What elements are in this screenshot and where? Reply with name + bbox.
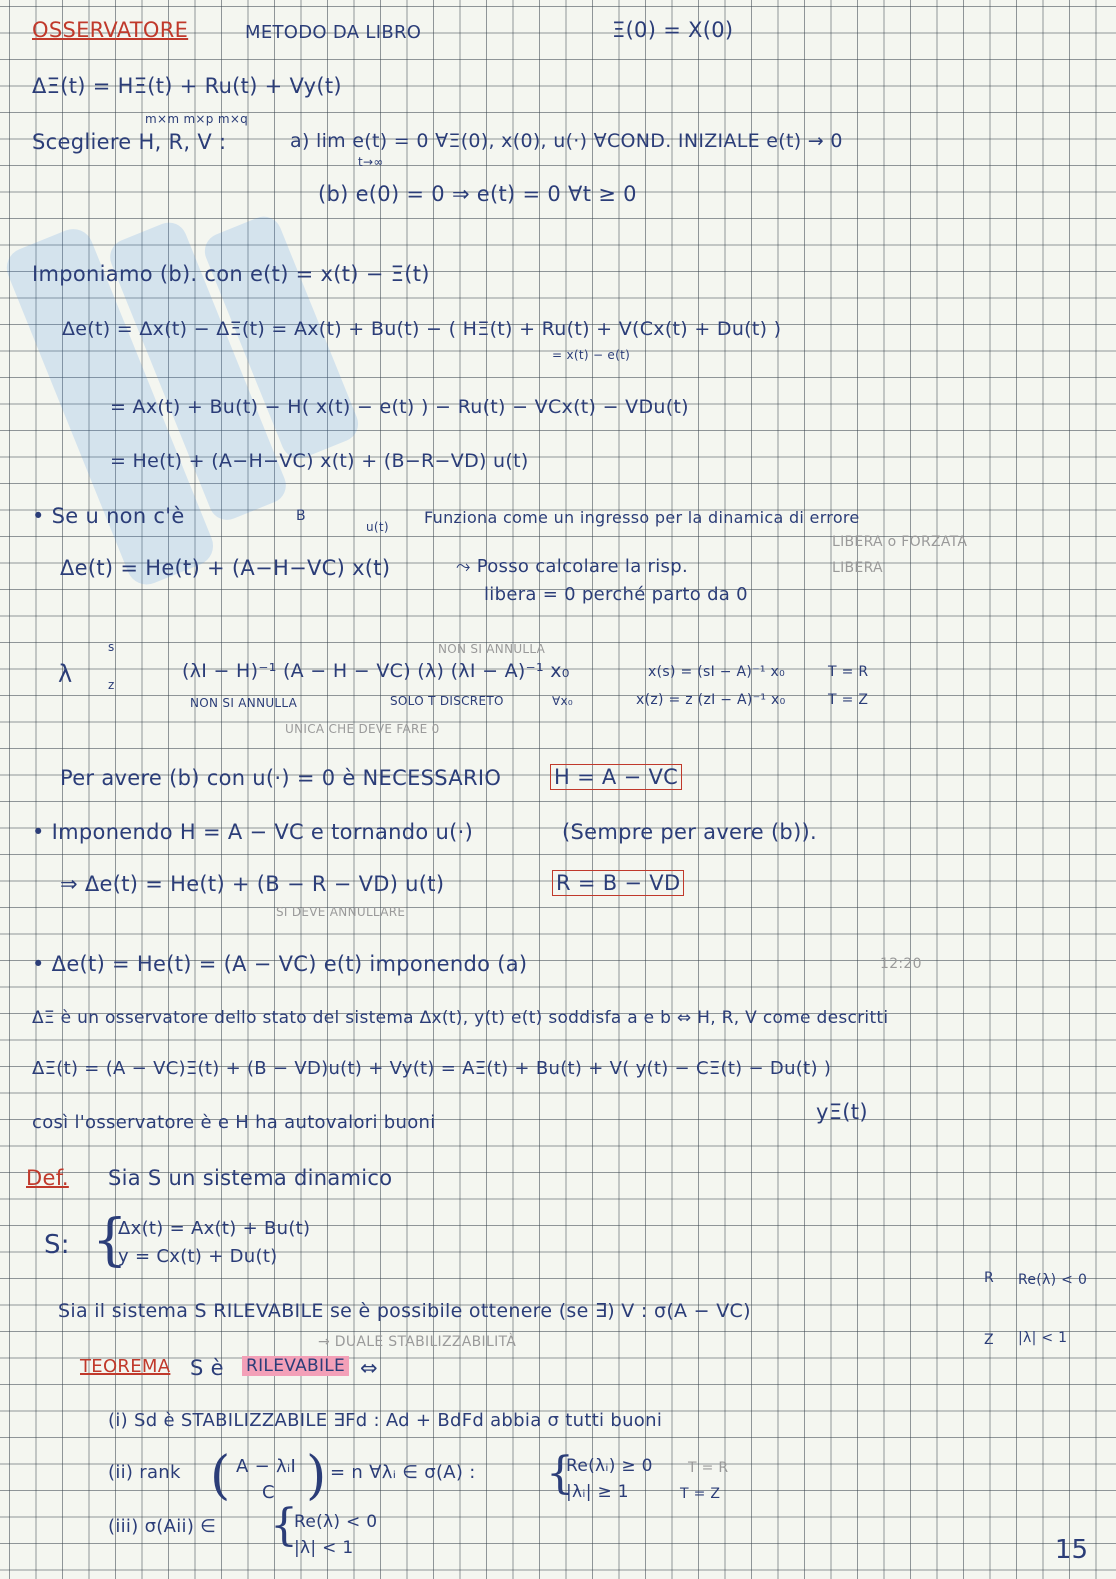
branch-Z: Z [984,1332,994,1348]
libera: LIBERA [832,560,883,576]
r-equation-box: R = B − VD [552,870,684,896]
system-brace: { [92,1208,128,1273]
necessary-condition: Per avere (b) con u(·) = 0 è NECESSARIO [60,766,502,790]
iff-symbol: ⇔ [360,1356,378,1380]
must-be-zero-note: UNICA CHE DEVE FARE 0 [285,722,440,736]
estimated-output: yΞ(t) [816,1100,868,1124]
detectable-highlight: RILEVABILE [242,1356,349,1376]
observer-full-equation: ΔΞ(t) = (A − VC)Ξ(t) + (B − VD)u(t) + Vy(t) = AΞ(t) + Bu(t) + V( y(t) − CΞ(t) − Du(t) ) [32,1058,832,1079]
not-vanish-note-2: NON SI ANNULLA [190,696,298,710]
error-dynamics: • Δe(t) = He(t) = (A − VC) e(t) imponendo (a) [32,952,528,976]
if-no-input: • Se u non c'è [32,504,185,528]
branch-R: R [984,1270,995,1286]
ii-discrete: T = Z [680,1486,721,1502]
observer-remark: così l'osservatore è e H ha autovalori buoni [32,1112,436,1133]
for-all-x0: ∀x₀ [552,694,574,708]
matrix-row-1: A − λᵢI [236,1456,297,1477]
page-title: OSSERVATORE [32,18,189,42]
libera-forzata: LIBERA o FORZATA [832,534,968,550]
error-derivation-2: = Ax(t) + Bu(t) − H( x(t) − e(t) ) − Ru(t) − VCx(t) − VDu(t) [110,396,689,418]
duality-note: → DUALE STABILIZZABILITÀ [318,1334,517,1350]
must-vanish-note: SI DEVE ANNULLARE [276,905,406,919]
theorem-label: TEOREMA [80,1356,171,1377]
error-derivation-3: = He(t) + (A−H−VC) x(t) + (B−R−VD) u(t) [110,450,529,472]
input-note: Funziona come un ingresso per la dinamica di errore [424,508,860,527]
definition-label: Def. [26,1166,69,1190]
condition-b: (b) e(0) = 0 ⇒ e(t) = 0 ∀t ≥ 0 [318,182,637,206]
impose-b: Imponiamo (b). con e(t) = x(t) − Ξ(t) [32,262,430,286]
continuous-time: T = R [828,664,869,680]
label-ut: u(t) [366,520,389,534]
page-subtitle: METODO DA LIBRO [245,22,422,43]
matrix-row-2: C [262,1482,275,1503]
branch-abs: |λ| < 1 [1018,1330,1068,1346]
iii-abs-condition: |λ| < 1 [294,1538,354,1558]
ii-continuous: T = R [688,1460,729,1476]
error-with-input: ⇒ Δe(t) = He(t) + (B − R − VD) u(t) [60,872,445,896]
ii-re-condition: Re(λᵢ) ≥ 0 [566,1456,653,1476]
initial-condition: Ξ(0) = X(0) [612,18,734,42]
lambda-symbol: λ [58,660,73,688]
matrix-left-paren: ( [210,1446,231,1506]
iii-brace: { [270,1500,298,1551]
matrix-dims: m×m m×p m×q [145,112,249,126]
time-note: 12:20 [880,956,922,972]
discrete-only-note: SOLO T DISCRETO [390,694,504,708]
condition-iii: (iii) σ(Aii) ∈ [108,1516,217,1537]
branch-re: Re(λ) < 0 [1018,1272,1088,1288]
iii-re-condition: Re(λ) < 0 [294,1512,378,1532]
condition-ii-rank: (ii) rank [108,1462,181,1483]
lambda-expression: (λI − H)⁻¹ (A − H − VC) (λ) (λI − A)⁻¹ x₀ [182,660,570,682]
free-response-note: ⤳ Posso calcolare la risp. [456,556,688,577]
discrete-time: T = Z [828,692,869,708]
derivation-note: = x(t) − e(t) [552,348,631,362]
label-B: B [296,508,306,524]
rank-condition: = n ∀λᵢ ∈ σ(A) : [330,1462,476,1483]
observer-statement: ΔΞ è un osservatore dello stato del sistema Δx(t), y(t) e(t) soddisfa a e b ⇔ H, R, V come descritti [32,1008,889,1028]
condition-i: (i) Sd è STABILIZZABILE ∃Fd : Ad + BdFd abbia σ tutti buoni [108,1410,663,1431]
matrix-right-paren: ) [306,1446,327,1506]
theorem-subject: S è [190,1356,224,1380]
not-vanish-note: NON SI ANNULLA [438,642,546,656]
lambda-z: z [108,678,115,692]
ii-abs-condition: |λᵢ| ≥ 1 [566,1482,629,1502]
state-equation: Δx(t) = Ax(t) + Bu(t) [118,1218,311,1239]
observer-equation: ΔΞ(t) = HΞ(t) + Ru(t) + Vy(t) [32,74,342,98]
condition-a: a) lim e(t) = 0 ∀Ξ(0), x(0), u(·) ∀COND. INIZIALE e(t) → 0 [290,130,843,152]
lambda-s: s [108,640,115,654]
h-equation-box: H = A − VC [550,764,682,790]
z-response: x(z) = z (zI − A)⁻¹ x₀ [636,692,786,708]
output-equation: y = Cx(t) + Du(t) [118,1246,278,1267]
imposing-h: • Imponendo H = A − VC e tornando u(·) [32,820,474,844]
always-b-note: (Sempre per avere (b)). [562,820,818,844]
system-label: S: [44,1230,70,1260]
ii-brace: { [546,1448,574,1499]
free-zero-note: libera = 0 perché parto da 0 [484,584,748,605]
laplace-response: x(s) = (sI − A)⁻¹ x₀ [648,664,786,680]
choose-hrv: Scegliere H, R, V : [32,130,227,154]
error-no-input: Δe(t) = He(t) + (A−H−VC) x(t) [60,556,391,580]
definition-text: Sia S un sistema dinamico [108,1166,393,1190]
page-number: 15 [1054,1535,1088,1565]
limit-subscript: t→∞ [358,155,384,169]
detectable-definition: Sia il sistema S RILEVABILE se è possibile ottenere (se ∃) V : σ(A − VC) [58,1300,751,1322]
error-derivation-1: Δe(t) = Δx(t) − ΔΞ(t) = Ax(t) + Bu(t) − ( HΞ(t) + Ru(t) + V(Cx(t) + Du(t) ) [62,318,782,340]
